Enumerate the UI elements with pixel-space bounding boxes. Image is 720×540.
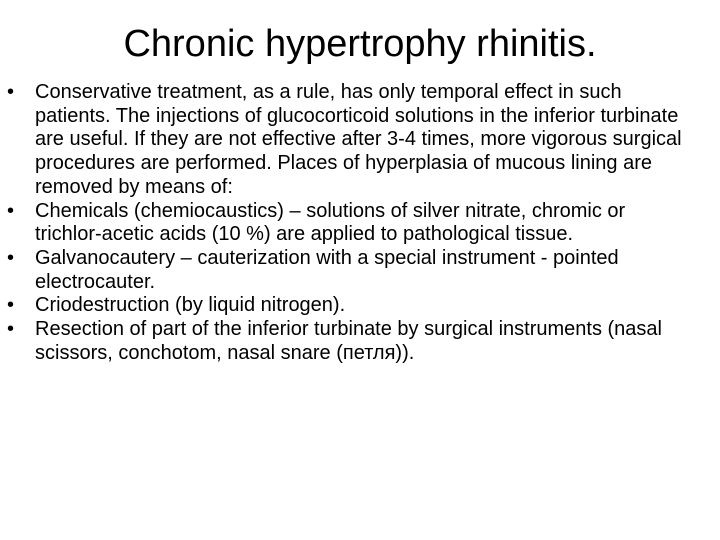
bullet-item bbox=[0, 294, 695, 318]
bullet-list bbox=[0, 81, 700, 365]
slide-title: Chronic hypertrophy rhinitis. bbox=[123, 23, 597, 65]
bullet-text: Resection of part of the inferior turbinate by surgical instruments (nasal scissors, conchotom, nasal snare (петля)). bbox=[35, 318, 662, 364]
bullet-dot-icon: • bbox=[7, 81, 15, 103]
bullet-dot-icon: • bbox=[7, 318, 15, 341]
bullet-item bbox=[0, 81, 695, 200]
bullet-dot-icon: • bbox=[7, 246, 15, 269]
bullet-text: Conservative treatment, as a rule, has only temporal effect in such patients. The injections of glucocorticoid solutions in the inferior turbinate are useful. If they are not effective after 3-4 times, more vigorous surgical procedures are performed. Places of hyperplasia of mucous lining are removed by means of: bbox=[35, 81, 682, 198]
bullet-text: Galvanocautery – cauterization with a special instrument - pointed electrocauter. bbox=[35, 246, 619, 293]
bullet-text: Criodestruction (by liquid nitrogen). bbox=[35, 294, 346, 317]
bullet-dot-icon: • bbox=[7, 294, 15, 317]
bullet-item bbox=[0, 318, 695, 365]
bullet-dot-icon: • bbox=[7, 199, 15, 222]
bullet-text: Chemicals (chemiocaustics) – solutions of silver nitrate, chromic or trichlor-acetic acids (10 %) are applied to pathological tissue. bbox=[35, 199, 626, 246]
bullet-item bbox=[0, 247, 695, 294]
bullet-item bbox=[0, 200, 695, 247]
